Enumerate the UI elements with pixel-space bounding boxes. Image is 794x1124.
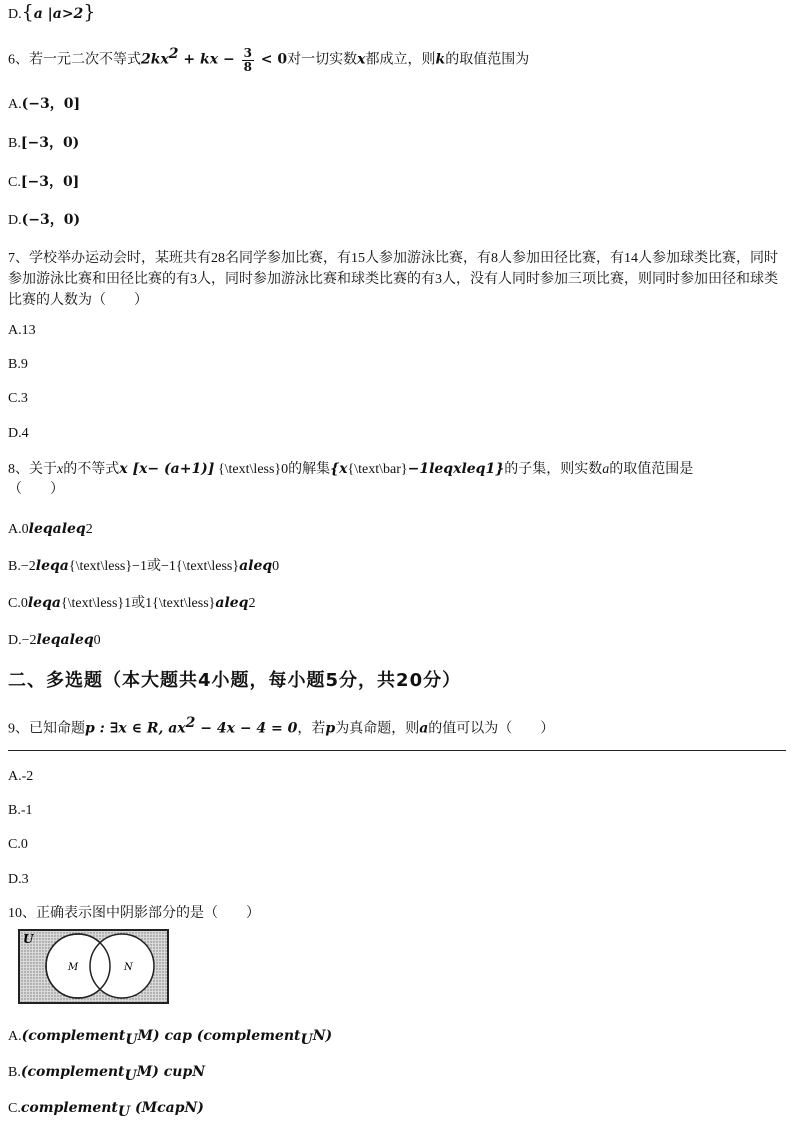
q6-option-a[interactable] [8,94,80,115]
option-math: [−3，0) [20,135,80,151]
q8-math-3: −1leqxleq1} [407,461,505,477]
q8-math-2: {x [330,461,348,477]
option-math: (complement [21,1028,126,1044]
horizontal-divider [8,750,786,751]
q6-var-k: k [435,51,446,68]
q7-option-d[interactable]: D.4 [8,426,29,441]
q10-option-c[interactable] [8,1098,204,1122]
option-label: D. [8,7,22,22]
option-part: {\text\less}1或1{\text\less} [60,596,216,611]
option-label: B. [8,1065,21,1080]
option-label: D. [8,213,22,228]
option-part: 0 [20,596,28,611]
option-part: −2 [20,559,36,574]
q9-math-1: p : ∃x ∈ R, ax [85,720,186,737]
q8-raw-1: {\text\less}0 [214,462,289,477]
q6-math-1: 2kx [141,51,169,68]
option-math: N) [312,1028,333,1044]
q9-exponent: 2 [185,715,196,731]
q8-stem-mid2: 的解集 [288,462,331,477]
q6-math-2: + kx − [178,51,240,68]
q6-exponent: 2 [168,46,179,62]
q7-option-b[interactable]: B.9 [8,357,28,372]
q9-math-2: − 4x − 4 = 0 [195,720,298,737]
q9-stem-mid2: 为真命题，则 [335,721,420,737]
option-math: (McapN) [130,1100,204,1116]
q9-var-p: p [325,720,336,737]
q8-var-x: x [57,462,64,477]
q7-option-a[interactable]: A.13 [8,323,36,338]
option-math: aleq [215,595,249,611]
q6-stem-start: 6、若一元二次不等式 [8,52,141,68]
option-label: A. [8,1029,22,1044]
q9-stem-mid: ，若 [297,721,326,737]
question-6 [8,44,529,74]
q10-option-a[interactable] [8,1026,332,1050]
q8-option-b[interactable] [8,556,279,577]
option-math: M) cupN [136,1064,206,1080]
option-math: leqaleq [36,632,94,648]
q8-stem-end: 的子集，则实数 [504,462,603,477]
option-math: (−3，0) [21,212,81,228]
q6-math-3: < 0 [255,51,288,68]
option-math: leqa [35,558,69,574]
q8-var-a: a [602,462,610,477]
q8-option-d[interactable] [8,630,101,651]
option-label: D. [8,633,22,648]
venn-label-m: M [68,962,79,973]
fraction-numerator: 3 [243,45,252,60]
option-part: {\text\less}−1或−1{\text\less} [68,559,240,574]
q8-stem-continuation: （ ） [8,482,64,497]
q9-stem-end: 的值可以为（ ） [428,721,555,737]
q6-stem-end: 的取值范围为 [445,52,530,68]
option-math: complement [20,1100,118,1116]
q8-raw-2: {\text\bar} [347,462,408,477]
option-label: B. [8,136,21,151]
option-subscript: U [125,1031,138,1048]
section-heading-multiple-choice: 二、多选题（本大题共4小题，每小题5分，共20分） [8,670,462,691]
q9-option-d[interactable]: D.3 [8,872,29,887]
option-part: −2 [21,633,37,648]
q9-option-a[interactable]: A.-2 [8,769,34,784]
option-math: [−3，0] [20,174,80,190]
option-part: 2 [248,596,256,611]
q9-stem-start: 9、已知命题 [8,721,85,737]
q6-stem-mid: 对一切实数 [287,52,358,68]
q6-option-d[interactable] [8,210,80,231]
q6-stem-mid2: 都成立，则 [365,52,436,68]
option-part: 0 [272,559,280,574]
option-math: (−3，0] [21,96,81,112]
option-math: aleq [239,558,273,574]
option-math: leqaleq [28,521,86,537]
q6-var-x: x [357,51,366,68]
brace-close: } [83,1,96,23]
q8-option-a[interactable] [8,519,93,540]
question-8 [8,459,693,480]
set-n-circle [90,934,154,998]
q9-option-b[interactable]: B.-1 [8,803,33,818]
q8-math-1: x [x− (a+1)] [119,461,215,477]
fraction-denominator: 8 [243,59,252,74]
venn-label-u: U [23,932,34,946]
option-part: 2 [85,522,93,537]
option-math: leqa [27,595,61,611]
venn-label-n: N [124,962,133,973]
option-part: 0 [93,633,101,648]
brace-open: { [21,1,34,23]
q10-option-b[interactable] [8,1062,205,1086]
q6-fraction [242,47,254,74]
option-label: C. [8,1101,21,1116]
q6-option-c[interactable] [8,172,79,193]
option-label: C. [8,596,21,611]
q8-option-c[interactable] [8,593,255,614]
option-label: B. [8,559,21,574]
q8-stem-start: 8、关于 [8,462,57,477]
option-subscript: U [300,1031,313,1048]
option-label: C. [8,175,21,190]
option-math: M) cap (complement [137,1028,301,1044]
question-9 [8,713,554,740]
question-10: 10、正确表示图中阴影部分的是（ ） [8,906,260,921]
option-label: A. [8,522,22,537]
q6-option-b[interactable] [8,133,79,154]
option-math: (complement [20,1064,125,1080]
q9-var-a: a [419,720,429,737]
question-7: 7、学校举办运动会时，某班共有28名同学参加比赛，有15人参加游泳比赛，有8人参加田径比赛，有14人参加球类比赛，同时参加游泳比赛和田径比赛的有3人，同时参加游泳比赛和球类比赛的有3人，没有人同时参加三项比赛，则同时参加田径和球类比赛的人数为（ ） [8,251,778,308]
q8-stem-end2: 的取值范围是 [609,462,694,477]
option-math: a |a>2 [33,6,84,22]
q7-option-c[interactable]: C.3 [8,391,28,406]
option-subscript: U [117,1103,131,1120]
option-part: 0 [21,522,29,537]
q9-option-c[interactable]: C.0 [8,837,28,852]
option-subscript: U [124,1067,137,1084]
venn-diagram [18,929,169,1004]
option-label: A. [8,97,22,112]
q8-stem-mid: 的不等式 [63,462,120,477]
prev-option-d [8,2,95,25]
